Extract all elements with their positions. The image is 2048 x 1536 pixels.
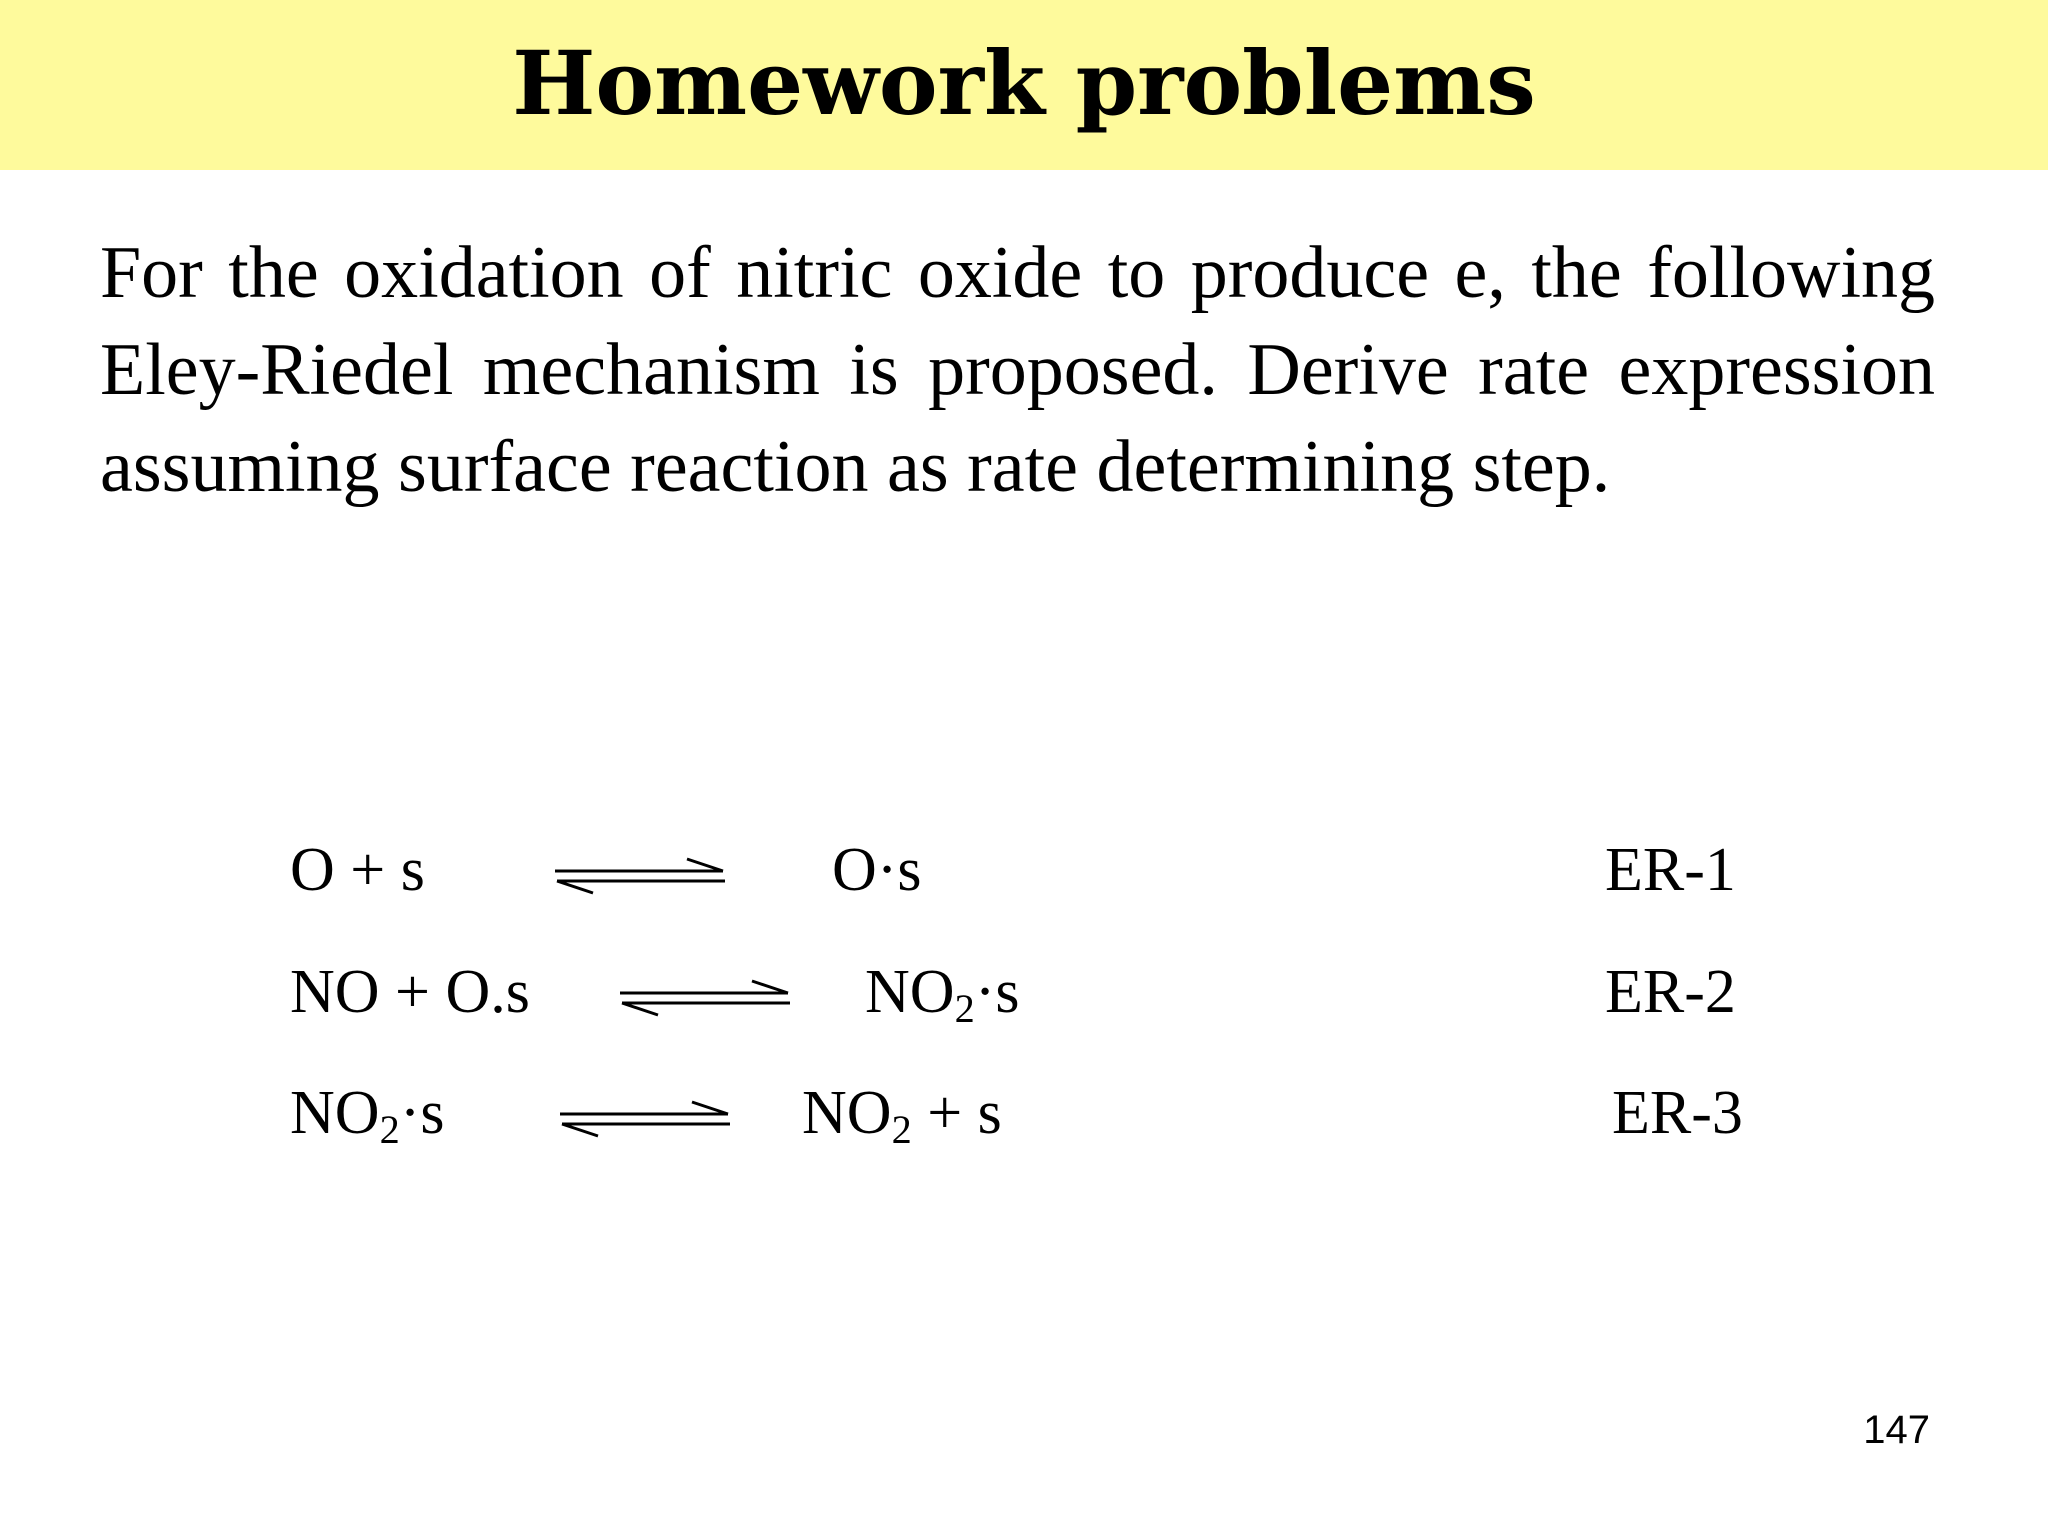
equilibrium-arrows-icon bbox=[620, 977, 790, 1017]
reaction-label: ER-1 bbox=[1605, 836, 1736, 904]
formula-text: NO bbox=[865, 958, 955, 1026]
slide-title: Homework problems bbox=[512, 31, 1536, 135]
formula-text: NO bbox=[290, 1079, 380, 1147]
reaction-row-er1 bbox=[0, 825, 2048, 915]
reaction-lhs bbox=[290, 1068, 445, 1158]
page-number: 147 bbox=[1863, 1408, 1930, 1452]
formula-subscript: 2 bbox=[954, 986, 975, 1032]
formula-subscript: 2 bbox=[891, 1107, 912, 1153]
reaction-row-er3 bbox=[0, 1068, 2048, 1158]
formula-subscript: 2 bbox=[379, 1107, 400, 1153]
problem-statement: For the oxidation of nitric oxide to produce e, the following Eley-Riedel mechanism is proposed. Derive rate expression assuming surface reaction as rate determining step. bbox=[100, 232, 1935, 508]
reaction-rhs: O·s bbox=[832, 836, 922, 904]
equilibrium-arrows-icon bbox=[560, 1098, 730, 1138]
formula-text: + s bbox=[911, 1079, 1002, 1147]
equilibrium-arrows-icon bbox=[555, 855, 725, 895]
formula-text: ·s bbox=[399, 1079, 445, 1147]
reaction-rhs bbox=[802, 1068, 1002, 1158]
reaction-lhs: O + s bbox=[290, 836, 425, 904]
reaction-lhs: NO + O.s bbox=[290, 958, 530, 1026]
formula-text: ·s bbox=[974, 958, 1020, 1026]
reaction-row-er2 bbox=[0, 947, 2048, 1037]
formula-text: NO bbox=[802, 1079, 892, 1147]
reaction-label: ER-2 bbox=[1605, 958, 1736, 1026]
reaction-rhs bbox=[865, 947, 1020, 1037]
reaction-label: ER-3 bbox=[1612, 1079, 1743, 1147]
